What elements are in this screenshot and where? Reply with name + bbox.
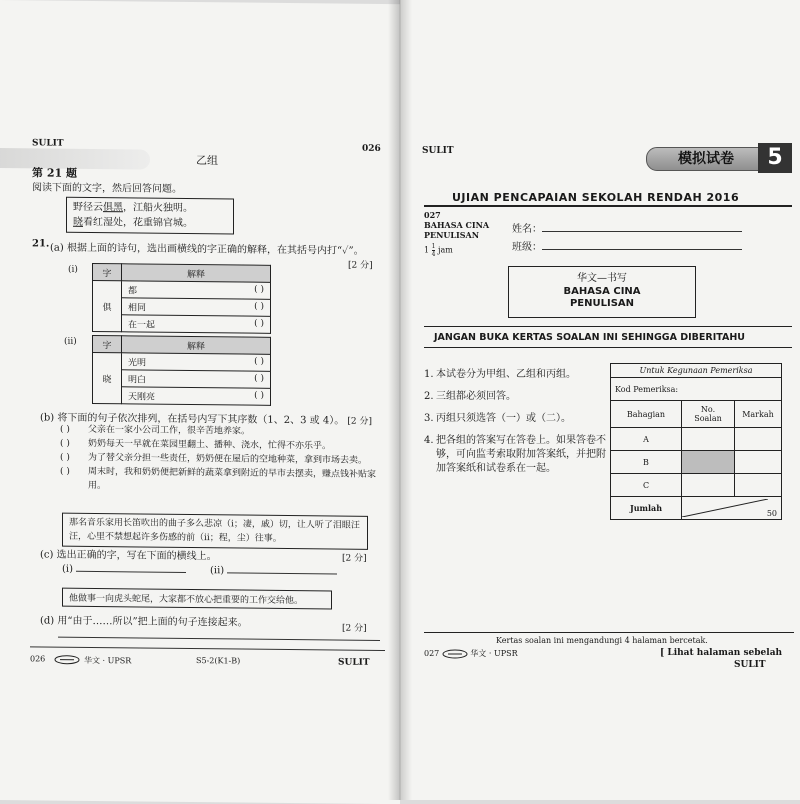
markah-cell[interactable]	[735, 451, 782, 474]
instruction-item: 2. 三组都必须回答。	[424, 390, 609, 404]
right-page	[400, 0, 800, 800]
sulit-label: SULIT	[422, 146, 454, 156]
instruction-item: 1. 本试卷分为甲组、乙组和丙组。	[424, 368, 609, 382]
sentence-box: 他做事一向虎头蛇尾，大家都不放心把重要的工作交给他。	[62, 588, 332, 610]
duration: 1 $\frac{1}{4}$ jam	[424, 243, 453, 258]
answer-paren[interactable]: ( )	[254, 318, 264, 328]
col-meaning-header: 解释	[122, 264, 271, 283]
subject-line-1: BAHASA CINA	[424, 220, 489, 230]
q21c-answer-ii: (ii)	[210, 565, 337, 577]
roman-i: (i)	[68, 265, 78, 275]
mock-exam-label: 模拟试卷	[646, 147, 766, 171]
warning-rule-bottom	[424, 347, 792, 348]
col-meaning-header: 解释	[122, 336, 271, 355]
ordering-option: ( ) 奶奶每天一早就在菜园里翻土、播种、浇水，忙得不亦乐乎。	[60, 437, 380, 454]
question-number: 21.	[32, 238, 49, 249]
examiner-table	[610, 363, 782, 520]
paper-code: 027	[424, 210, 489, 220]
answer-paren[interactable]: ( )	[254, 390, 264, 400]
sulit-label: SULIT	[32, 138, 64, 148]
ordering-option: ( ) 为了替父亲分担一些责任，奶奶便在屋后的空地种菜，拿到市场去卖。	[60, 451, 380, 468]
footer-subject: 华文 · UPSR	[84, 655, 131, 666]
page-code: 026	[362, 144, 381, 154]
no-soalan-cell-shaded	[682, 451, 735, 474]
q21d-text: (d) 用“由于……所以”把上面的句子连接起来。	[40, 611, 248, 628]
meaning-row: 明白 ( )	[122, 370, 271, 389]
underlined-char: 俱黑	[103, 202, 123, 213]
q21a-text: (a) 根据上面的诗句，选出画横线的字正确的解释，在其括号内打“✓”。	[50, 239, 380, 257]
meaning-row: 相同 ( )	[122, 298, 271, 317]
footer-rule	[424, 632, 794, 633]
subject-line-2: PENULISAN	[424, 230, 489, 240]
subject-box	[508, 266, 696, 318]
poem-line-1: 野径云俱黑，江船火独明。	[73, 200, 227, 217]
markah-cell[interactable]	[735, 428, 782, 451]
row-label: B	[611, 451, 682, 474]
col-bahagian: Bahagian	[611, 401, 682, 428]
answer-line-i[interactable]	[76, 571, 186, 573]
ordering-option: ( ) 父亲在一家小公司工作，很辛苦地养家。	[60, 423, 380, 440]
instruction-item: 3. 丙组只须选答（一）或（二）。	[424, 412, 609, 426]
total-value: 50	[767, 509, 777, 518]
ordering-option: ( ) 周末时，我和奶奶便把新鲜的蔬菜拿到附近的早市去摆卖，赚点钱补贴家用。	[60, 465, 380, 496]
warning-text: JANGAN BUKA KERTAS SOALAN INI SEHINGGA DIBERITAHU	[434, 332, 745, 343]
answer-paren[interactable]: ( )	[254, 373, 264, 383]
col-char-header: 字	[93, 335, 122, 352]
paper-code-block	[424, 210, 489, 240]
q21b-marks: [2 分]	[347, 417, 372, 427]
total-cell[interactable]	[682, 497, 782, 520]
col-no-soalan: No. Soalan	[682, 401, 735, 428]
question-instruction: 阅读下面的文字，然后回答问题。	[32, 178, 182, 195]
footer-code: 027 华文 · UPSR	[424, 648, 518, 659]
examiner-title: Untuk Kegunaan Pemeriksa	[611, 364, 782, 378]
class-input-line[interactable]	[542, 249, 742, 250]
poem-box	[66, 197, 234, 235]
instructions-list	[424, 368, 609, 484]
question-title: 第 21 题	[32, 164, 77, 180]
footer-code: 026	[30, 654, 45, 663]
underlined-char: 晓	[73, 217, 83, 228]
name-field: 姓名：	[512, 220, 742, 235]
answer-paren[interactable]: ( )	[254, 284, 264, 294]
q21b-text: (b) 将下面的句子依次排列，在括号内写下其序数（1、2、3 或 4）。 [2 分]	[40, 408, 380, 427]
poem-line-2: 晓看红湿处，花重锦官城。	[73, 215, 227, 232]
mock-exam-banner	[646, 143, 792, 173]
char-cell: 晓	[93, 352, 122, 403]
examiner-code: Kod Pemeriksa:	[611, 378, 782, 401]
char-cell: 俱	[93, 280, 122, 331]
answer-paren[interactable]: ( )	[254, 301, 264, 311]
q21c-answer-i: (i)	[62, 564, 186, 576]
diagonal-divider	[682, 499, 768, 517]
footer-sulit: SULIT	[338, 658, 370, 668]
col-char-header: 字	[93, 263, 122, 280]
subject-malay-1: BAHASA CINA	[509, 286, 695, 297]
title-rule	[424, 205, 792, 207]
subject-chinese: 华文—书写	[509, 269, 695, 284]
next-page-note: [ Lihat halaman sebelah	[660, 648, 782, 658]
warning-rule-top	[424, 326, 792, 327]
q21a-marks: [2 分]	[348, 258, 373, 271]
footer-note: Kertas soalan ini mengandungi 4 halaman bercetak.	[496, 636, 708, 645]
answer-line-d[interactable]	[58, 637, 380, 641]
class-field: 班级：	[512, 238, 742, 253]
passage-box: 那名音乐家用长笛吹出的曲子多么悲凉（i；凄，戚）切，让人听了泪眼汪汪，心里不禁想起许多伤感的前（ii；程，尘）往事。	[62, 513, 368, 550]
name-input-line[interactable]	[542, 231, 742, 232]
markah-cell[interactable]	[735, 474, 782, 497]
exam-title: UJIAN PENCAPAIAN SEKOLAH RENDAH 2016	[452, 191, 739, 204]
answer-paren[interactable]: ( )	[60, 423, 88, 437]
subject-malay-2: PENULISAN	[509, 298, 695, 309]
meaning-table-i	[92, 263, 271, 334]
col-markah: Markah	[735, 401, 782, 428]
instruction-item: 4. 把各组的答案写在答卷上。如果答卷不够，可向监考索取附加答案纸，并把附加答案纸和试卷系在一起。	[424, 434, 609, 476]
meaning-row: 在一起 ( )	[122, 315, 271, 334]
meaning-row: 光明 ( )	[122, 353, 271, 372]
row-label: A	[611, 428, 682, 451]
footer-sulit: SULIT	[734, 660, 766, 670]
no-soalan-cell	[682, 428, 735, 451]
publisher-logo	[54, 655, 80, 667]
answer-paren[interactable]: ( )	[60, 437, 88, 451]
publisher-logo-icon	[442, 649, 468, 659]
answer-paren[interactable]: ( )	[60, 465, 88, 493]
answer-paren[interactable]: ( )	[60, 451, 88, 465]
footer-series: S5-2(K1-B)	[196, 656, 240, 665]
meaning-row: 都 ( )	[122, 281, 271, 300]
answer-paren[interactable]: ( )	[254, 356, 264, 366]
footer-rule	[30, 646, 385, 651]
ordering-options	[60, 423, 380, 496]
no-soalan-cell	[682, 474, 735, 497]
duration-fraction: $\frac{1}{4}$	[432, 243, 436, 258]
total-label: Jumlah	[611, 497, 682, 520]
meaning-table-ii	[92, 335, 271, 406]
q21c-marks: [2 分]	[342, 551, 367, 564]
row-label: C	[611, 474, 682, 497]
answer-line-ii[interactable]	[227, 572, 337, 574]
q21c-text: (c) 选出正确的字，写在下面的横线上。	[40, 545, 217, 562]
q21d-marks: [2 分]	[342, 621, 367, 634]
section-title: 乙组	[196, 152, 218, 168]
mock-exam-number: 5	[758, 143, 792, 173]
publisher-logo-icon	[54, 655, 80, 665]
meaning-row: 天刚亮 ( )	[122, 387, 271, 406]
roman-ii: (ii)	[64, 337, 77, 347]
